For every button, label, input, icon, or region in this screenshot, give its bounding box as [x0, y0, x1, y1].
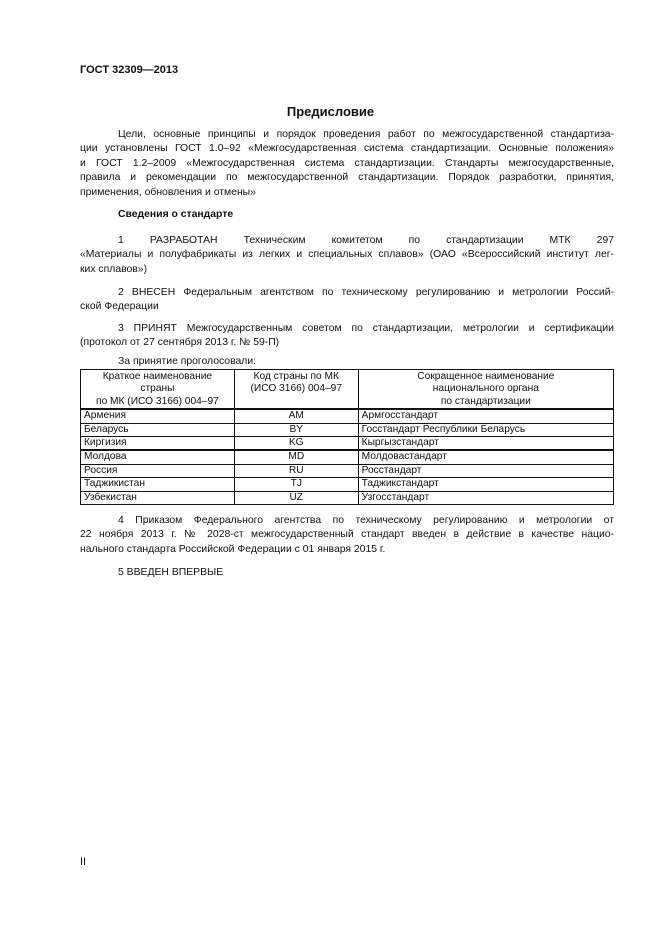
- table-row: [81, 478, 614, 491]
- cell-code: BY: [234, 423, 358, 436]
- header-country-name: Краткое наименование страны по МК (ИСО 3166) 004–97: [81, 370, 235, 410]
- cell-country: Киргизия: [81, 437, 235, 451]
- table-row: [81, 437, 614, 451]
- cell-country: Узбекистан: [81, 491, 235, 504]
- cell-body: Кыргызстандарт: [358, 437, 613, 451]
- info-heading: [80, 208, 614, 222]
- document-code: ГОСТ 32309—2013: [80, 64, 179, 76]
- text-line: 1 РАЗРАБОТАН Техническим комитетом по стандартизации МТК 297: [118, 235, 614, 246]
- cell-country: Армения: [81, 409, 235, 423]
- cell-code: UZ: [234, 491, 358, 504]
- cell-code: RU: [234, 464, 358, 477]
- cell-body: Таджикстандарт: [358, 478, 613, 491]
- text-line: применения, обновления и отмены»: [80, 186, 256, 198]
- cell-body: Росстандарт: [358, 464, 613, 477]
- text-line: и ГОСТ 1.2–2009 «Межгосударственная система стандартизации. Стандарты межгосударственные,: [80, 157, 614, 169]
- table-row: [81, 409, 614, 423]
- text-line: 4 Приказом Федерального агентства по техническому регулированию и метрологии от: [118, 515, 614, 526]
- cell-country: Таджикистан: [81, 478, 235, 491]
- table-row: [81, 491, 614, 504]
- cell-body: Молдовастандарт: [358, 450, 613, 464]
- cell-body: Армгосстандарт: [358, 409, 613, 423]
- cell-code: MD: [234, 450, 358, 464]
- table-row: [81, 450, 614, 464]
- cell-code: AM: [234, 409, 358, 423]
- cell-country: Беларусь: [81, 423, 235, 436]
- item-introduced: [80, 286, 614, 315]
- text-line: правила и рекомендации по межгосударственной стандартизации. Порядок разработки, принятия,: [80, 172, 614, 184]
- header-standards-body: Сокращенное наименование национального органа по стандартизации: [358, 370, 613, 410]
- text-line: ких сплавов»): [80, 263, 148, 275]
- section-heading: Сведения о стандарте: [118, 209, 234, 220]
- intro-paragraph: [80, 128, 614, 200]
- text-line: ской Федерации: [80, 301, 159, 313]
- item-adopted: [80, 322, 614, 351]
- item-order: [80, 514, 614, 557]
- cell-country: Молдова: [81, 450, 235, 464]
- page-title: Предисловие: [286, 104, 375, 119]
- text-line: 3 ПРИНЯТ Межгосударственным советом по стандартизации, метрологии и сертификации: [118, 323, 614, 334]
- text-line: За принятие проголосовали:: [118, 356, 257, 367]
- item-developed: [80, 234, 614, 277]
- cell-body: Узгосстандарт: [358, 491, 613, 504]
- text-line: 2 ВНЕСЕН Федеральным агентством по техническому регулированию и метрологии Россий-: [118, 287, 614, 298]
- text-line: нального стандарта Российской Федерации с 01 января 2015 г.: [80, 543, 386, 555]
- table-header-row: [81, 370, 614, 410]
- table-row: [81, 464, 614, 477]
- page-number: II: [80, 856, 87, 868]
- text-line: (протокол от 27 сентября 2013 г. № 59-П): [80, 337, 280, 349]
- text-line: 22 ноября 2013 г. № 2028-ст межгосударственный стандарт введен в действие в качестве нацио-: [80, 529, 614, 541]
- text-line: ции установлены ГОСТ 1.0–92 «Межгосударственная система стандартизации. Основные положения»: [80, 143, 614, 155]
- item-first-introduced: [80, 566, 614, 580]
- text-line: 5 ВВЕДЕН ВПЕРВЫЕ: [118, 567, 224, 578]
- cell-country: Россия: [81, 464, 235, 477]
- cell-code: TJ: [234, 478, 358, 491]
- voting-table: [80, 369, 614, 505]
- text-line: «Материалы и полуфабрикаты из легких и специальных сплавов» (ОАО «Всероссийский институт лег-: [80, 249, 614, 261]
- cell-body: Госстандарт Республики Беларусь: [358, 423, 613, 436]
- header-country-code: Код страны по МК (ИСО 3166) 004–97: [234, 370, 358, 410]
- cell-code: KG: [234, 437, 358, 451]
- table-row: [81, 423, 614, 436]
- text-line: Цели, основные принципы и порядок проведения работ по межгосударственной стандартиза-: [118, 129, 614, 140]
- vote-label: [80, 355, 614, 369]
